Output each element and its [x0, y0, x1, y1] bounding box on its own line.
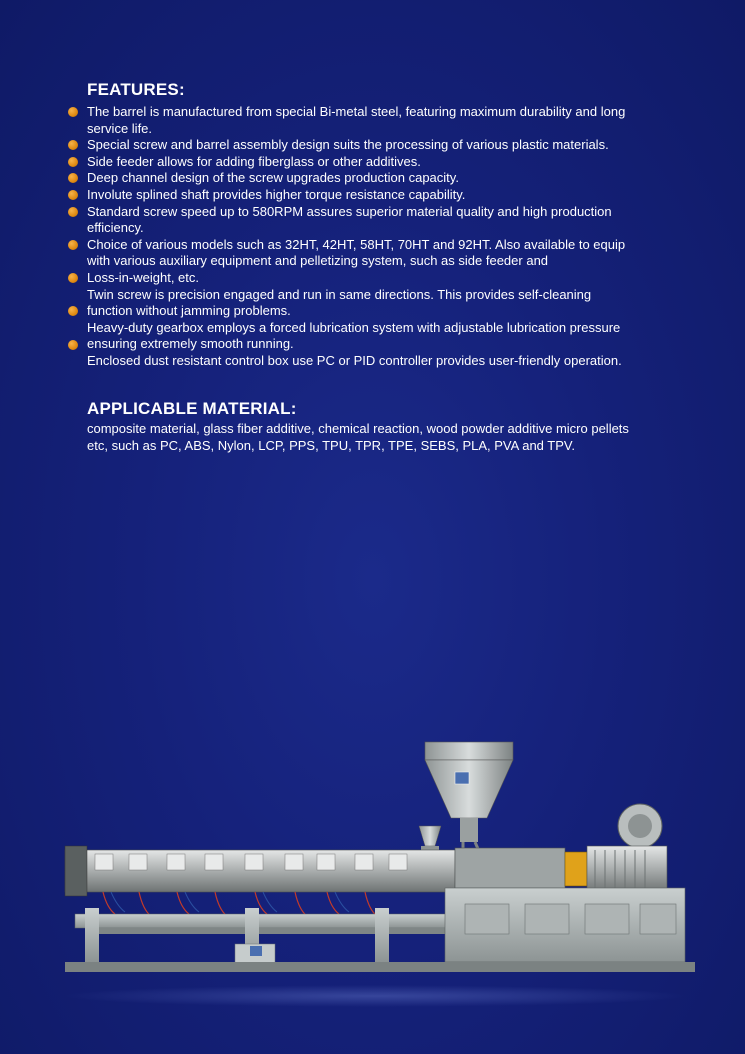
applicable-section: [68, 399, 668, 454]
bullet-icon: [68, 340, 78, 350]
features-text: [87, 104, 672, 370]
applicable-heading: APPLICABLE MATERIAL:: [87, 399, 297, 418]
bullet-icon: [68, 140, 78, 150]
applicable-line: composite material, glass fiber additive, chemical reaction, wood powder additive micro pellets: [87, 421, 629, 436]
feature-line: function without jamming problems.: [87, 303, 291, 319]
feature-line: The barrel is manufactured from special Bi-metal steel, featuring maximum durability and long: [87, 104, 626, 119]
feature-line: Choice of various models such as 32HT, 42HT, 58HT, 70HT and 92HT. Also available to equip: [87, 236, 626, 252]
feature-line: service life.: [87, 120, 153, 136]
feature-line: Deep channel design of the screw upgrades production capacity.: [87, 170, 459, 186]
twin-screw-extruder-image: [55, 738, 695, 998]
bullet-icon: [68, 273, 78, 283]
feature-line: with various auxiliary equipment and pelletizing system, such as side feeder and: [87, 253, 549, 269]
bullet-icon: [68, 306, 78, 316]
features-section: [68, 104, 668, 394]
features-heading: FEATURES:: [87, 80, 185, 99]
feature-line: Twin screw is precision engaged and run in same directions. This provides self-cleaning: [87, 286, 592, 302]
barrel: [65, 846, 455, 916]
feature-line: efficiency.: [87, 220, 144, 236]
bullet-icon: [68, 190, 78, 200]
feature-line: Side feeder allows for adding fiberglass or other additives.: [87, 153, 421, 169]
bullet-icon: [68, 107, 78, 117]
content: [68, 80, 668, 454]
feature-line: Loss-in-weight, etc.: [87, 269, 199, 285]
feature-line: Enclosed dust resistant control box use PC or PID controller provides user-friendly operation.: [87, 352, 622, 368]
feature-line: Standard screw speed up to 580RPM assures superior material quality and high production: [87, 203, 612, 219]
bullet-icon: [68, 157, 78, 167]
bullet-icon: [68, 207, 78, 217]
gearbox: [455, 846, 667, 892]
feature-line: Heavy-duty gearbox employs a forced lubrication system with adjustable lubrication pressure: [87, 319, 621, 335]
base-frame: [65, 888, 695, 972]
feature-line: Involute splined shaft provides higher torque resistance capability.: [87, 186, 466, 202]
bullet-icon: [68, 173, 78, 183]
feature-line: ensuring extremely smooth running.: [87, 336, 294, 352]
bullet-icon: [68, 240, 78, 250]
feature-line: Special screw and barrel assembly design suits the processing of various plastic materials.: [87, 137, 609, 153]
applicable-line: etc, such as PC, ABS, Nylon, LCP, PPS, TPU, TPR, TPE, SEBS, PLA, PVA and TPV.: [87, 437, 575, 453]
